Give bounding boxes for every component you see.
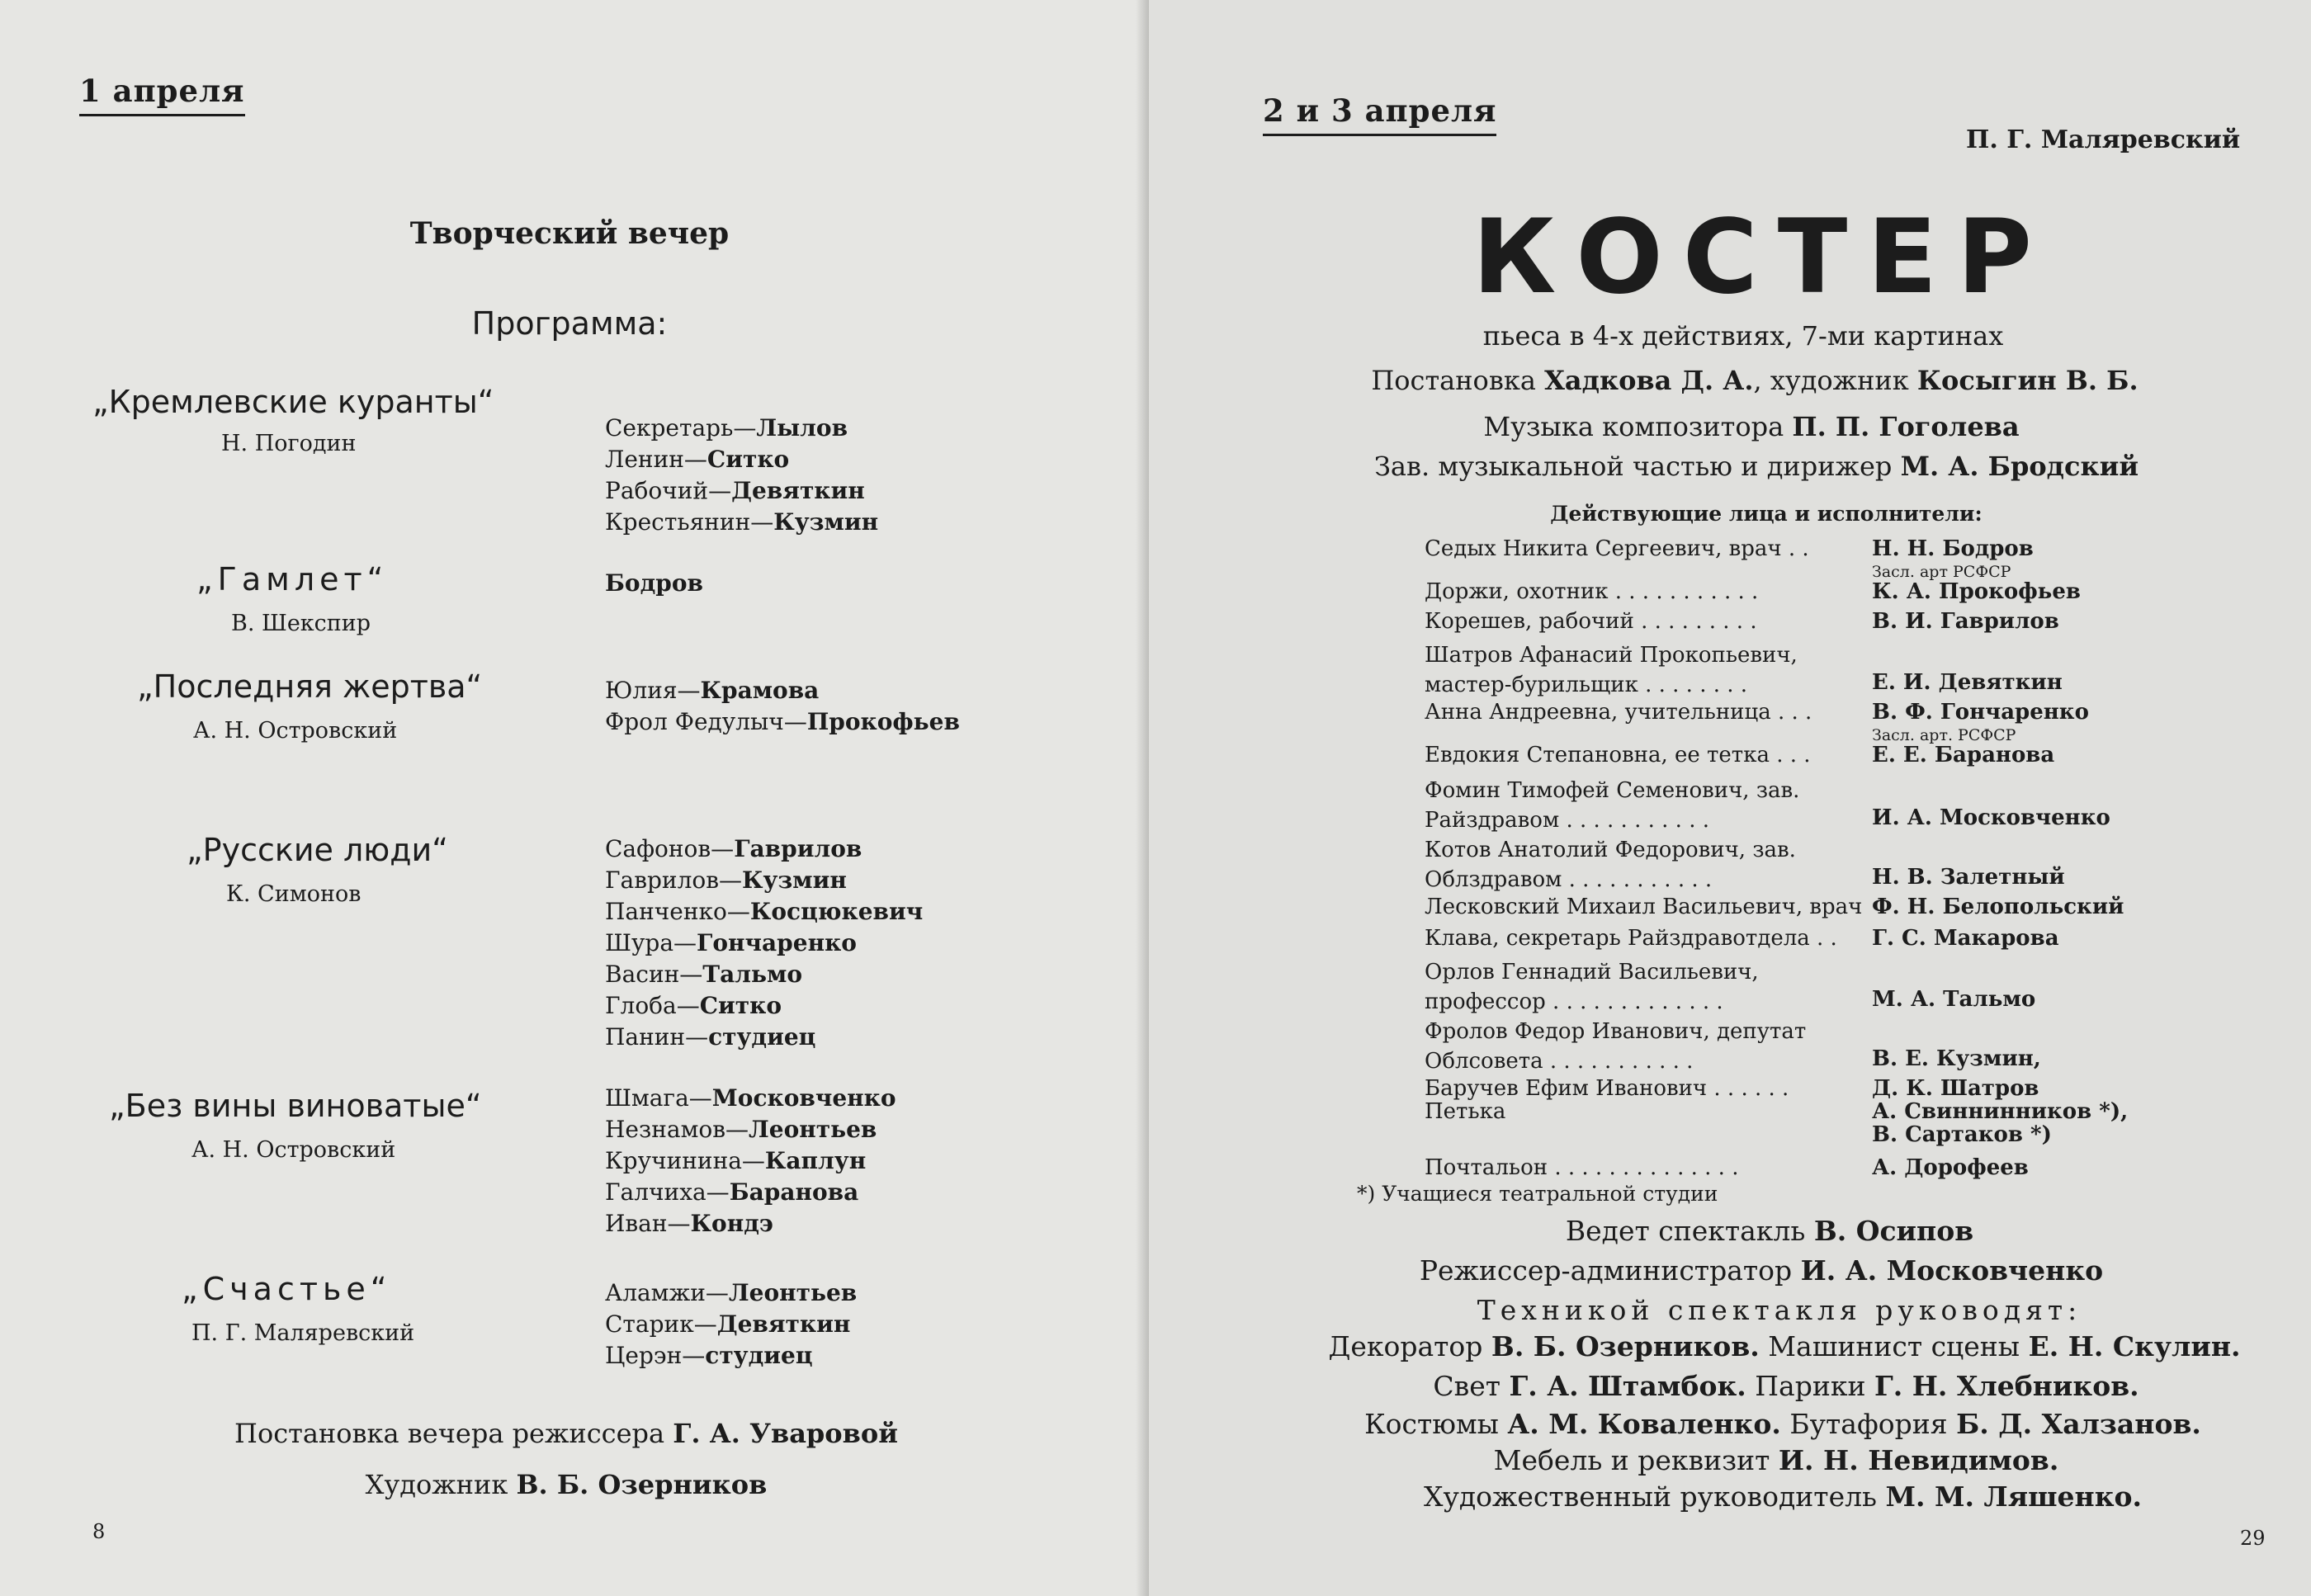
cast-row: Лесковский Михаил Васильевич, врач Ф. Н. Белопольский	[1425, 895, 2124, 919]
cast-list	[605, 568, 703, 599]
cast-line: Старик—Девяткин	[605, 1310, 851, 1338]
cast-row: Корешев, рабочий . . . . . . . . . В. И. Гаврилов	[1425, 609, 2059, 634]
cast-line: Гаврилов—Кузмин	[605, 866, 847, 894]
play-title: „Русские люди“	[187, 832, 448, 868]
cast-line: Незнамов—Леонтьев	[605, 1116, 877, 1143]
left-page	[0, 0, 1149, 1596]
administrator-credit: Режиссер-администратор И. А. Московченко	[1419, 1254, 2104, 1287]
music-credit: Музыка композитора П. П. Гоголева	[1483, 411, 2020, 442]
cast-heading: Действующие лица и исполнители:	[1550, 502, 1983, 526]
program-heading: Программа:	[471, 305, 668, 342]
play-author: П. Г. Маляревский	[191, 1320, 415, 1346]
footnote: *) Учащиеся театральной студии	[1357, 1182, 1718, 1206]
right-date: 2 и 3 апреля	[1263, 92, 1496, 136]
play-title: „Последняя жертва“	[137, 668, 483, 705]
cast-row: Котов Анатолий Федорович, зав. Облздравом . . . . . . . . . . . Н. В. Залетный	[1425, 838, 2065, 892]
cast-row: Фомин Тимофей Семенович, зав. Райздравом . . . . . . . . . . . И. А. Московченко	[1425, 778, 2110, 833]
play-author: П. Г. Маляревский	[1966, 125, 2241, 154]
cast-line: Крестьянин—Кузмин	[605, 508, 879, 536]
cast-line: Рабочий—Девяткин	[605, 477, 865, 504]
light-credit: Свет Г. А. Штамбок. Парики Г. Н. Хлебников.	[1433, 1370, 2139, 1402]
decorator-credit: Декоратор В. Б. Озерников. Машинист сцены Е. Н. Скулин.	[1328, 1330, 2241, 1362]
play-title: „Без вины виноватые“	[109, 1088, 482, 1124]
cast-row: Почтальон . . . . . . . . . . . . . . А. Дорофеев	[1425, 1155, 2029, 1180]
conductor-credit: Зав. музыкальной частью и дирижер М. А. Бродский	[1373, 451, 2139, 482]
cast-line: Секретарь—Лылов	[605, 414, 848, 441]
cast-row: Орлов Геннадий Васильевич, профессор . . . . . . . . . . . . . М. А. Тальмо	[1425, 960, 2036, 1014]
play-author: А. Н. Островский	[193, 718, 398, 744]
costume-credit: Костюмы А. М. Коваленко. Бутафория Б. Д. Халзанов.	[1364, 1408, 2201, 1440]
cast-line: Церэн—студиец	[605, 1342, 813, 1369]
play-author: Н. Погодин	[221, 431, 357, 456]
cast-line: Глоба—Ситко	[605, 992, 782, 1019]
cast-row: Фролов Федор Иванович, депутат Облсовета . . . . . . . . . . . В. Е. Кузмин,	[1425, 1019, 2041, 1074]
artistic-director-credit: Художественный руководитель М. М. Ляшенко.	[1423, 1480, 2143, 1513]
left-date: 1 апреля	[79, 73, 245, 116]
cast-list	[605, 833, 923, 1053]
staging-credit: Постановка Хадкова Д. А., художник Косыгин В. Б.	[1371, 365, 2139, 396]
cast-row: Седых Никита Сергеевич, врач . . Н. Н. Бодров Засл. арт РСФСР	[1425, 536, 2034, 581]
page-number: 29	[2240, 1527, 2266, 1550]
props-credit: Мебель и реквизит И. Н. Невидимов.	[1493, 1444, 2059, 1476]
cast-line: Аламжи—Леонтьев	[605, 1279, 858, 1306]
page-number: 8	[92, 1520, 106, 1543]
cast-line: Панченко—Косцюкевич	[605, 898, 924, 925]
technical-heading: Техникой спектакля руководят:	[1477, 1294, 2082, 1326]
play-author: В. Шекспир	[231, 611, 371, 636]
cast-row: Клава, секретарь Райздравотдела . . Г. С. Макарова	[1425, 926, 2059, 951]
cast-list	[605, 1277, 857, 1372]
cast-line: Кручинина—Каплун	[605, 1147, 867, 1174]
play-title: КОСТЕР	[1472, 198, 2052, 317]
cast-list	[605, 1083, 896, 1239]
cast-line: Юлия—Крамова	[605, 677, 820, 704]
cast-row: Баручев Ефим Иванович . . . . . . Д. К. Шатров	[1425, 1076, 2039, 1101]
cast-line: Шура—Гончаренко	[605, 929, 857, 956]
cast-line: Васин—Тальмо	[605, 961, 803, 988]
cast-line: Иван—Кондэ	[605, 1210, 773, 1237]
play-title: „Гамлет“	[196, 561, 389, 597]
cast-line: Шмага—Московченко	[605, 1084, 896, 1112]
evening-title: Творческий вечер	[409, 216, 730, 251]
cast-row: Петька А. Свиннинников *),	[1425, 1099, 2129, 1124]
cast-line: Сафонов—Гаврилов	[605, 835, 862, 862]
cast-line: Фрол Федулыч—Прокофьев	[605, 708, 960, 735]
play-author: К. Симонов	[226, 881, 362, 907]
artist-credit: Художник В. Б. Озерников	[365, 1469, 768, 1500]
cast-row: Евдокия Степановна, ее тетка . . . Е. Е. Баранова	[1425, 743, 2055, 767]
director-credit: Постановка вечера режиссера Г. А. Уваровой	[234, 1418, 898, 1449]
cast-line: Панин—студиец	[605, 1023, 816, 1051]
cast-line: Ленин—Ситко	[605, 446, 790, 473]
cast-line: Бодров	[605, 569, 703, 597]
cast-list	[605, 413, 878, 538]
cast-row: Шатров Афанасий Прокопьевич, мастер-бурильщик . . . . . . . . Е. И. Девяткин	[1425, 643, 2063, 697]
play-subtitle: пьеса в 4-х действиях, 7-ми картинах	[1482, 320, 2004, 352]
play-title: „Кремлевские куранты“	[92, 384, 494, 420]
cast-row: Анна Андреевна, учительница . . . В. Ф. Гончаренко Засл. арт. РСФСР	[1425, 700, 2089, 744]
stage-manager-credit: Ведет спектакль В. Осипов	[1565, 1215, 1974, 1247]
cast-list	[1425, 536, 2134, 1185]
cast-line: Галчиха—Баранова	[605, 1178, 859, 1206]
cast-row: В. Сартаков *)	[1872, 1122, 2052, 1147]
cast-list	[605, 675, 960, 738]
cast-row: Доржи, охотник . . . . . . . . . . . К. А. Прокофьев	[1425, 579, 2081, 604]
play-title: „Счастье“	[182, 1271, 392, 1307]
play-author: А. Н. Островский	[191, 1137, 396, 1163]
